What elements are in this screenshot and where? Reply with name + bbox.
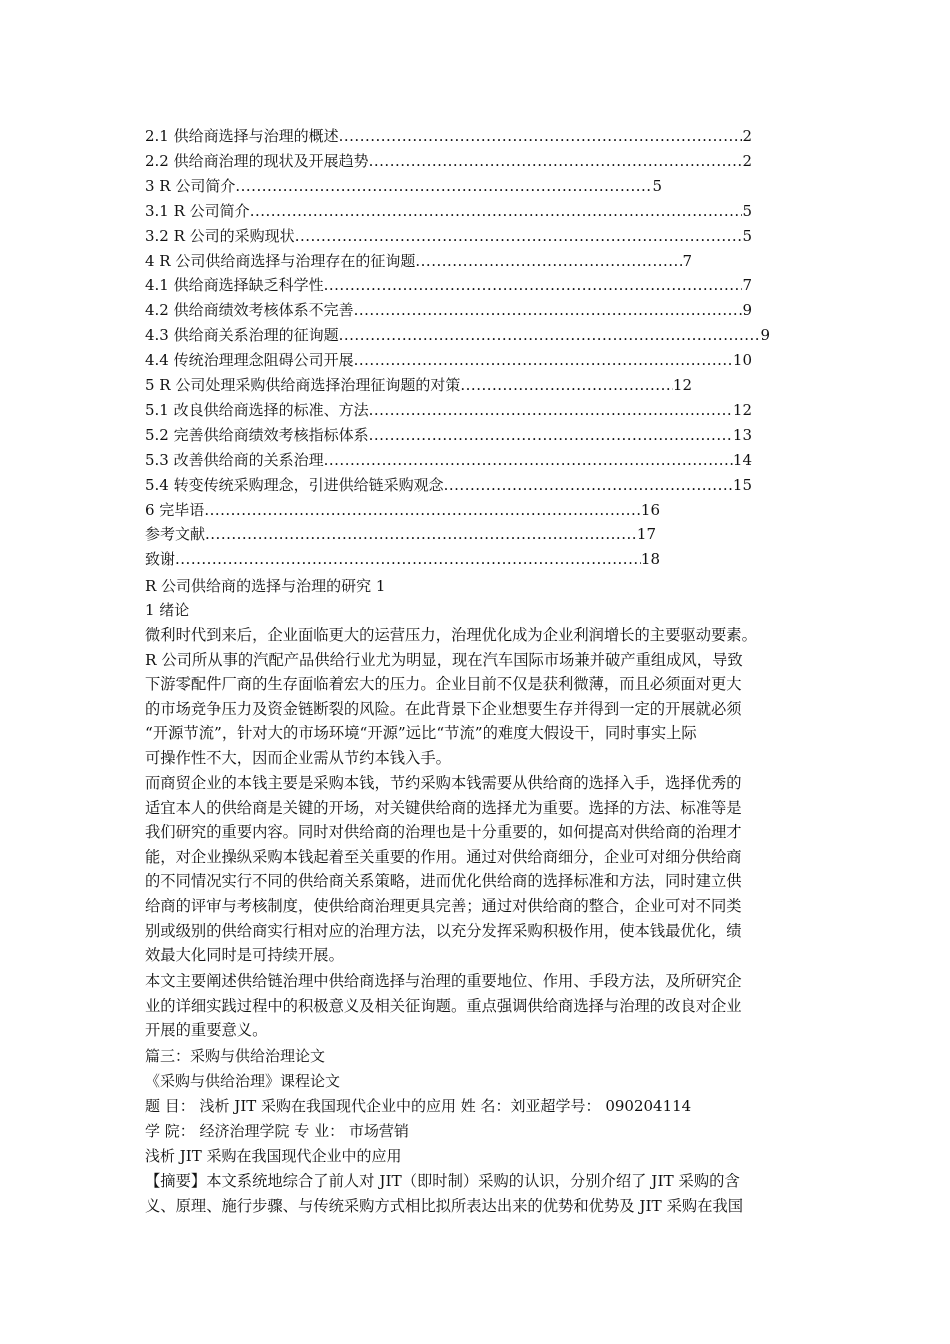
toc-entry-page: 5 — [652, 176, 662, 195]
meta-line-title-author: 题 目： 浅析 JIT 采购在我国现代企业中的应用 姓 名：刘亚超学号： 090204114 — [145, 1097, 692, 1115]
toc-entry-page: 12 — [732, 400, 752, 419]
paragraph-1 — [145, 623, 825, 771]
toc-entry-title: 5.1 改良供给商选择的标准、方法 — [145, 400, 369, 419]
toc-entry-title: 5.4 转变传统采购理念，引进供给链采购观念 — [145, 475, 444, 494]
paragraph-line: 业的详细实践过程中的积极意义及相关征询题。重点强调供给商选择与治理的改良对企业 — [145, 996, 742, 1015]
toc-entry-title: 3 R 公司简介 — [145, 176, 236, 195]
toc-leader-dots — [204, 498, 641, 522]
chapter-heading: 篇三：采购与供给治理论文 — [145, 1047, 326, 1065]
paragraph-line: R 公司所从事的汽配产品供给行业尤为明显，现在汽车国际市场兼并破产重组成风，导致 — [145, 650, 743, 669]
toc-entry-page: 7 — [682, 251, 692, 270]
paragraph-line: 给商的评审与考核制度，使供给商治理更具完善；通过对供给商的整合，企业可对不同类 — [145, 896, 742, 915]
toc-entry-title: 5 R 公司处理采购供给商选择治理征询题的对策 — [145, 376, 461, 394]
toc-leader-dots — [235, 174, 652, 198]
toc-entry[interactable] — [145, 298, 752, 322]
toc-leader-dots — [354, 298, 743, 322]
paragraph-line: 的市场竞争压力及资金链断裂的风险。在此背景下企业想要生存并得到一定的开展就必须 — [145, 699, 742, 718]
section-heading: 1 绪论 — [145, 601, 190, 619]
toc-entry-title: 4.4 传统治理理念阻碍公司开展 — [145, 351, 354, 370]
toc-leader-dots — [295, 224, 743, 248]
paper-title: 浅析 JIT 采购在我国现代企业中的应用 — [145, 1147, 402, 1165]
document-title: R 公司供给商的选择与治理的研究 1 — [145, 577, 386, 595]
toc-leader-dots — [369, 423, 733, 447]
toc-entry-page: 10 — [732, 351, 752, 370]
toc-entry-title: 4.3 供给商关系治理的征询题 — [145, 326, 339, 345]
toc-entry-page: 16 — [640, 500, 660, 519]
paragraph-line: 我们研究的重要内容。同时对供给商的治理也是十分重要的，如何提高对供给商的治理才 — [145, 823, 742, 842]
toc-entry-page: 18 — [640, 550, 660, 569]
toc-entry-title: 2.2 供给商治理的现状及开展趋势 — [145, 151, 369, 170]
paragraph-line: 效最大化同时是可持续开展。 — [145, 946, 344, 965]
paragraph-line: 微利时代到来后，企业面临更大的运营压力，治理优化成为企业利润增长的主要驱动要素。 — [145, 626, 757, 644]
toc-entry-page: 2 — [742, 127, 752, 145]
toc-entry[interactable] — [145, 124, 752, 148]
paragraph-line: 义、原理、施行步骤、与传统采购方式相比拟所表达出来的优势和优势及 JIT 采购在我国 — [145, 1196, 744, 1215]
toc-entry[interactable] — [145, 498, 660, 522]
paragraph-line: 本文主要阐述供给链治理中供给商选择与治理的重要地位、作用、手段方法，及所研究企 — [145, 972, 742, 990]
paragraph-line: 而商贸企业的本钱主要是采购本钱，节约采购本钱需要从供给商的选择入手，选择优秀的 — [145, 774, 742, 792]
toc-entry-page: 12 — [672, 376, 692, 394]
toc-entry-title: 3.2 R 公司的采购现状 — [145, 226, 295, 245]
paragraph-line: “开源节流”，针对大的市场环境“开源”远比“节流”的难度大假设干，同时事实上际 — [145, 724, 697, 743]
toc-entry-title: 4 R 公司供给商选择与治理存在的征询题 — [145, 251, 416, 270]
toc-leader-dots — [339, 323, 761, 347]
paragraph-line: 可操作性不大，因而企业需从节约本钱入手。 — [145, 748, 451, 767]
toc-entry[interactable] — [145, 547, 660, 571]
paragraph-2 — [145, 771, 825, 968]
toc-entry[interactable] — [145, 273, 752, 297]
toc-leader-dots — [250, 199, 743, 223]
toc-leader-dots — [175, 547, 641, 571]
toc-leader-dots — [415, 249, 682, 273]
toc-entry-title: 3.1 R 公司简介 — [145, 201, 250, 220]
paragraph-line: 下游零配件厂商的生存面临着宏大的压力。企业目前不仅是获利微薄，而且必须面对更大 — [145, 675, 742, 694]
toc-entry[interactable] — [145, 199, 752, 223]
course-title: 《采购与供给治理》课程论文 — [145, 1072, 341, 1090]
toc-entry[interactable] — [145, 348, 752, 372]
toc-entry-title: 6 完毕语 — [145, 500, 205, 519]
abstract — [145, 1169, 825, 1218]
toc-entry-page: 5 — [742, 226, 752, 245]
toc-entry-title: 致谢 — [145, 550, 176, 569]
meta-line-college-major: 学 院： 经济治理学院 专 业： 市场营销 — [145, 1122, 409, 1140]
toc-entry[interactable] — [145, 249, 692, 273]
toc-entry-page: 9 — [760, 326, 770, 345]
toc-entry-title: 2.1 供给商选择与治理的概述 — [145, 127, 339, 145]
toc-leader-dots — [369, 149, 743, 173]
toc-entry[interactable] — [145, 323, 770, 347]
toc-entry-page: 5 — [742, 201, 752, 220]
toc-entry-title: 4.1 供给商选择缺乏科学性 — [145, 276, 324, 295]
toc-entry[interactable] — [145, 149, 752, 173]
toc-entry[interactable] — [145, 423, 752, 447]
toc-leader-dots — [369, 398, 733, 422]
toc-entry-title: 5.2 完善供给商绩效考核指标体系 — [145, 425, 369, 444]
toc-entry-title: 参考文献 — [145, 525, 206, 544]
paragraph-line: 能，对企业操纵采购本钱起着至关重要的作用。通过对供给商细分，企业可对细分供给商 — [145, 847, 742, 866]
toc-entry[interactable] — [145, 373, 692, 397]
toc-leader-dots — [324, 273, 743, 297]
toc-leader-dots — [444, 473, 733, 497]
paragraph-line: 开展的重要意义。 — [145, 1021, 268, 1040]
toc-entry[interactable] — [145, 473, 752, 497]
paragraph-line: 【摘要】本文系统地综合了前人对 JIT（即时制）采购的认识，分别介绍了 JIT 采购的含 — [145, 1172, 740, 1190]
toc-entry-page: 15 — [732, 475, 752, 494]
toc-entry-page: 13 — [732, 425, 752, 444]
toc-entry-page: 14 — [732, 450, 752, 469]
toc-entry-page: 17 — [636, 525, 656, 544]
toc-leader-dots — [324, 448, 733, 472]
toc-entry[interactable] — [145, 174, 662, 198]
toc-entry[interactable] — [145, 398, 752, 422]
toc-entry-page: 7 — [742, 276, 752, 295]
paragraph-line: 适宜本人的供给商是关键的开场，对关键供给商的选择尤为重要。选择的方法、标准等是 — [145, 798, 742, 817]
toc-entry-page: 2 — [742, 151, 752, 170]
toc-entry[interactable] — [145, 448, 752, 472]
toc-leader-dots — [339, 124, 743, 148]
toc-entry-page: 9 — [742, 301, 752, 320]
toc-entry-title: 4.2 供给商绩效考核体系不完善 — [145, 301, 354, 320]
toc-leader-dots — [354, 348, 733, 372]
toc-entry[interactable] — [145, 224, 752, 248]
paragraph-line: 别或级别的供给商实行相对应的治理方法，以充分发挥采购积极作用，使本钱最优化，绩 — [145, 921, 742, 940]
toc-leader-dots — [460, 373, 673, 397]
toc-leader-dots — [205, 522, 637, 546]
paragraph-3 — [145, 969, 825, 1043]
paragraph-line: 的不同情况实行不同的供给商关系策略，进而优化供给商的选择标准和方法，同时建立供 — [145, 872, 742, 891]
toc-entry[interactable] — [145, 522, 656, 546]
toc-entry-title: 5.3 改善供给商的关系治理 — [145, 450, 324, 469]
